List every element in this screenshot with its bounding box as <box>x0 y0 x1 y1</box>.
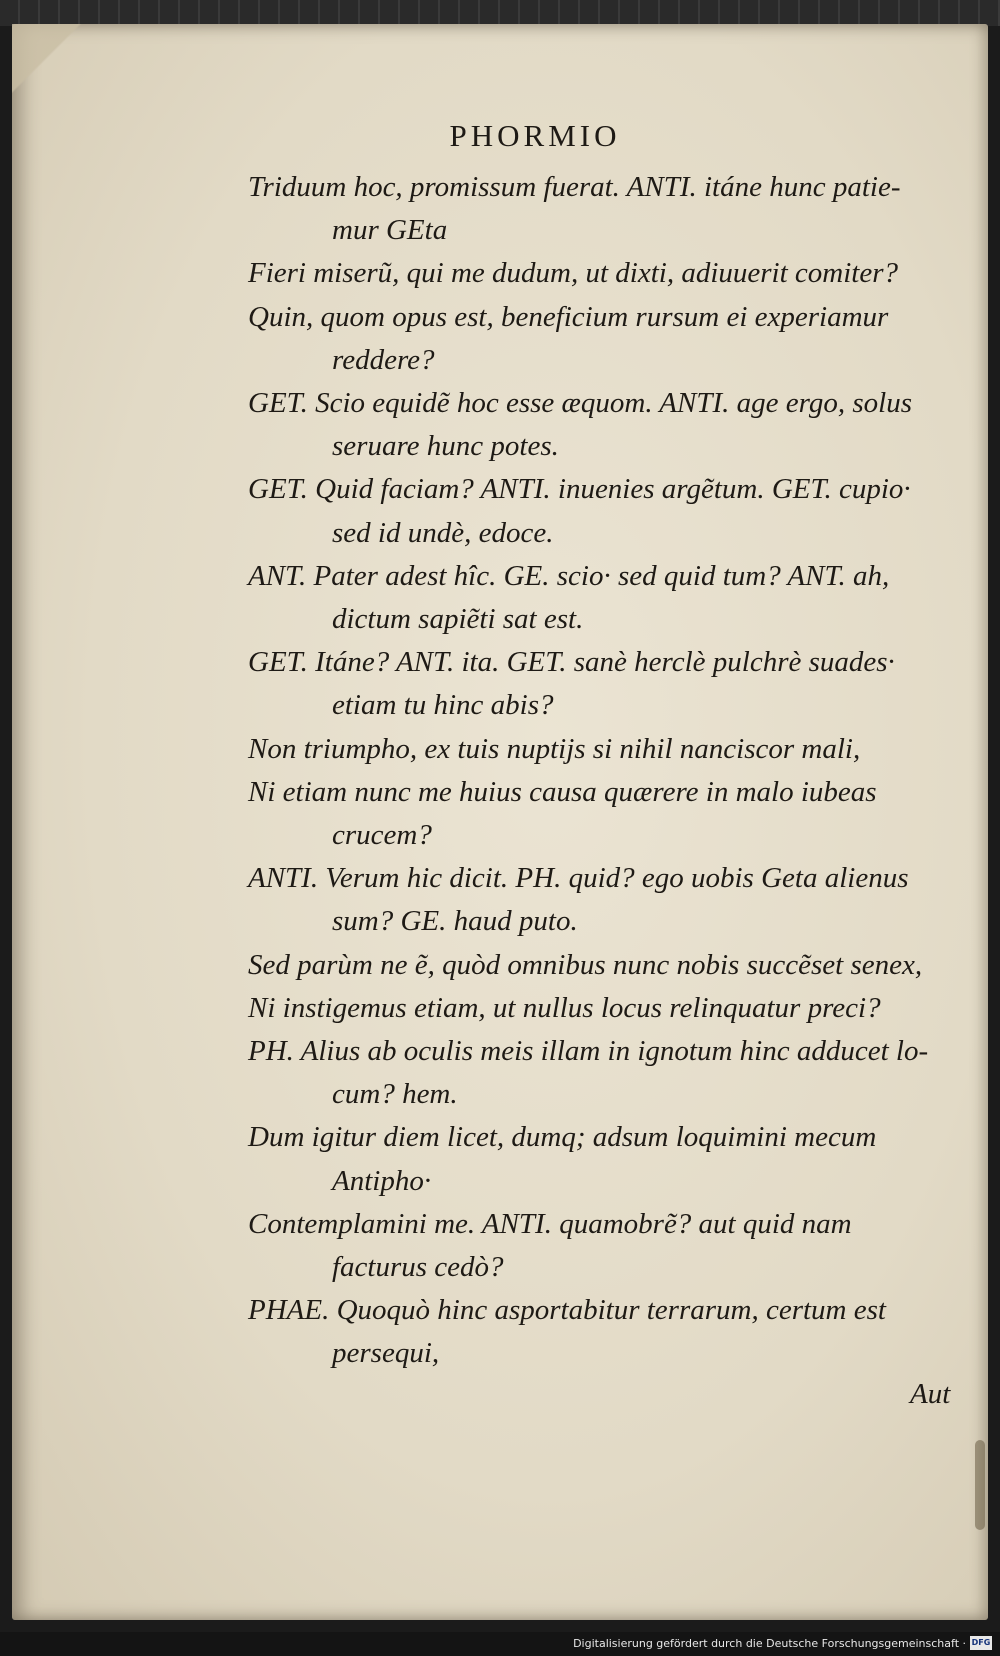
verse-first-line: Sed parùm ne ẽ, quòd omnibus nunc nobis succẽset senex, <box>248 948 923 981</box>
verse-continuation: persequi, <box>332 1337 440 1370</box>
verse-first-line: GET. Quid faciam? ANTI. inuenies argẽtum. GET. cupio· <box>248 473 911 506</box>
verse-first-line: Quin, quom opus est, beneficium rursum ei experiamur <box>248 300 889 333</box>
verse-first-line: Ni etiam nunc me huius causa quærere in malo iubeas <box>248 775 877 808</box>
verse-first-line: GET. Itáne? ANT. ita. GET. sanè herclè pulchrè suades· <box>248 646 895 679</box>
running-title: PHORMIO <box>449 118 621 153</box>
verse-continuation: seruare hunc potes. <box>332 430 559 463</box>
catchword: Aut <box>910 1378 951 1410</box>
verse-line <box>248 555 948 641</box>
verse-line <box>248 944 948 987</box>
verse-continuation: etiam tu hinc abis? <box>332 689 554 722</box>
verse-first-line: Contemplamini me. ANTI. quamobrẽ? aut quid nam <box>248 1207 852 1240</box>
page-edge-shadow <box>975 1440 985 1530</box>
verse-line <box>248 987 948 1030</box>
verse-continuation: sed id undè, edoce. <box>332 516 554 549</box>
dfg-logo-icon: DFG <box>970 1636 992 1650</box>
verse-line <box>248 296 948 382</box>
verse-line <box>248 468 948 554</box>
verse-first-line: Dum igitur diem licet, dumq; adsum loquimini mecum <box>248 1121 877 1154</box>
verse-continuation: crucem? <box>332 819 432 852</box>
verse-first-line: Non triumpho, ex tuis nuptijs si nihil nanciscor mali, <box>248 732 861 765</box>
verse-first-line: Fieri miserũ, qui me dudum, ut dixti, adiuuerit comiter? <box>248 257 899 290</box>
verse-first-line: ANTI. Verum hic dicit. PH. quid? ego uobis Geta alienus <box>248 862 909 895</box>
verse-continuation: sum? GE. haud puto. <box>332 905 578 938</box>
verse-continuation: cum? hem. <box>332 1078 458 1111</box>
verse-first-line: Triduum hoc, promissum fuerat. ANTI. itáne hunc patie- <box>248 171 901 203</box>
verse-continuation: facturus cedò? <box>332 1251 504 1284</box>
verse-first-line: PH. Alius ab oculis meis illam in ignotum hinc adducet lo- <box>248 1035 929 1068</box>
funding-credit: Digitalisierung gefördert durch die Deutsche Forschungsgemeinschaft · <box>573 1637 966 1650</box>
digitization-footer <box>0 1632 1000 1656</box>
verse-first-line: Ni instigemus etiam, ut nullus locus relinquatur preci? <box>248 991 881 1024</box>
verse-line <box>248 728 948 771</box>
verse-line <box>248 252 948 295</box>
verse-line <box>248 166 948 252</box>
verse-continuation: Antipho· <box>332 1164 432 1197</box>
verse-line <box>248 857 948 943</box>
scan-background-top <box>0 0 1000 26</box>
verse-line <box>248 771 948 857</box>
verse-continuation: dictum sapiẽti sat est. <box>332 603 584 636</box>
verse-line <box>248 382 948 468</box>
verse-line <box>248 1116 948 1202</box>
verse-text-block <box>248 166 948 1376</box>
verse-first-line: PHAE. Quoquò hinc asportabitur terrarum, certum est <box>248 1294 886 1327</box>
verse-first-line: ANT. Pater adest hîc. GE. scio· sed quid tum? ANT. ah, <box>248 559 890 592</box>
verse-continuation: reddere? <box>332 343 435 376</box>
verse-line <box>248 1030 948 1116</box>
verse-line <box>248 1289 948 1375</box>
verse-line <box>248 1203 948 1289</box>
page-corner-fold <box>12 24 82 94</box>
verse-line <box>248 641 948 727</box>
verse-first-line: GET. Scio equidẽ hoc esse æquom. ANTI. age ergo, solus <box>248 387 912 420</box>
verse-continuation: mur GEta <box>332 214 448 247</box>
